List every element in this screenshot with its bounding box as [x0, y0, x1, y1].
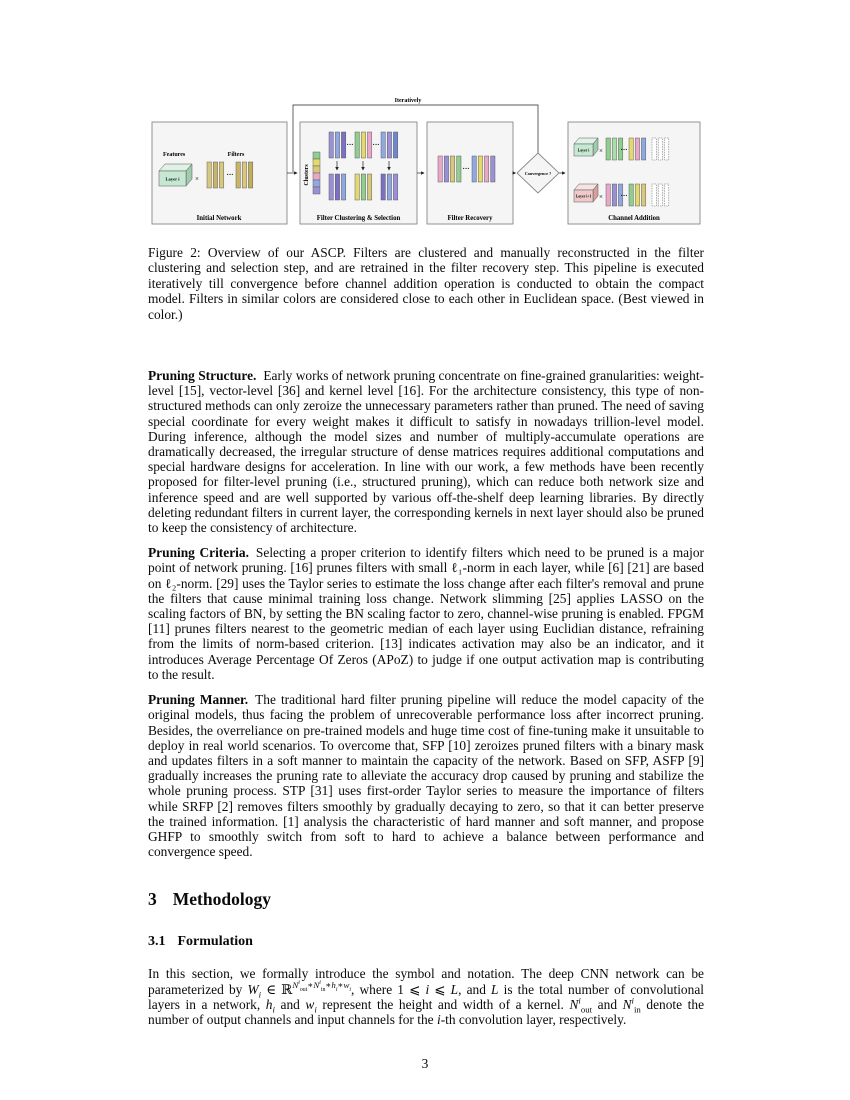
section-title: Methodology	[172, 889, 271, 910]
initial-network-title: Initial Network	[196, 215, 242, 222]
formulation-paragraph	[148, 966, 704, 1027]
text-segment: i	[298, 980, 300, 987]
filter-bar	[341, 174, 345, 200]
filter-bars	[329, 174, 346, 200]
subsection-heading-formulation	[148, 934, 704, 950]
paragraph-text: The traditional hard filter pruning pipeline will reduce the model capacity of the original models, thus facing the problem of unrecoverable performance loss after incorrect pruning. Besides, the overreliance on pre-trained models and huge time cost of fine-tuning make it unsuitable to deploy in real world scenarios. To overcome that, SFP [10] zeroizes pruned filters with a binary mask and updates filters in a soft manner to maintain the capacity of the network. Based on SFP, ASFP [9] gradually increases the pruning rate to alleviate the accuracy drop caused by pruning and stabilize the whole pruning process. STP [31] uses first-order Taylor series to measure the importance of filters while SRFP [2] removes filters smoothly by gradually decaying to zero, so that it can better preserve the trained information. [1] analysis the characteristic of hard manner and soft manner, and propose GHFP to smoothly switch from soft to hard to achieve a balance between performance and convergence speed.	[148, 692, 705, 860]
filter-bar	[641, 184, 645, 206]
ellipsis: ···	[620, 146, 628, 154]
ellipsis: ···	[346, 141, 354, 149]
cluster-segment	[313, 187, 320, 194]
text-segment: h	[331, 980, 336, 991]
filter-bars	[355, 132, 372, 158]
filter-bar	[341, 132, 345, 158]
filter-bar	[242, 162, 246, 188]
text-segment: out	[299, 986, 308, 993]
text-segment: L	[491, 981, 499, 997]
text-segment: i	[314, 1004, 317, 1015]
filter-bar	[635, 184, 639, 206]
text-segment: i	[335, 986, 338, 993]
paragraph-text: Early works of network pruning concentrate on fine-grained granularities: weight-level [15], vector-level [36] and kernel level [16]. For the architecture consistency, this type of non-structured methods can only zeroize the unnecessary parameters rather than pruned. The need of saving special coordinate for every weight makes it difficult to satisfy in nowadays trillion-level model. During inference, although the model sizes and number of multiply-accumulate operations are dramatically decreased, the irregular structure of dense matrices requires additional computations and special hardware designs for acceleration. In line with our work, a few methods have been recently proposed for filter-level pruning (i.e., structured pruning), which can reduce both network size and inference speed and are well supported by various off-the-shelf deep learning libraries. By directly deleting redundant filters in current layer, the corresponding kernels in next layer should also be pruned to keep the consistency of architecture.	[148, 368, 704, 536]
filter-bar	[612, 138, 616, 160]
section-number: 3	[148, 889, 157, 910]
text-segment: N	[313, 980, 320, 991]
iteratively-label: Iteratively	[394, 98, 422, 104]
filter-bar	[444, 156, 448, 182]
cluster-colorbar	[313, 152, 320, 194]
text-segment: i	[319, 980, 321, 987]
text-segment: In this section, we formally introduce the symbol and notation. The deep CNN network can be parameterized by	[148, 966, 704, 997]
text-segment: L	[450, 981, 459, 997]
filter-bar	[213, 162, 217, 188]
filter-bars	[236, 162, 253, 188]
filter-bar	[664, 184, 668, 206]
filter-bar	[329, 132, 333, 158]
text-segment: ⩽	[429, 981, 451, 997]
features-label: Features	[163, 152, 186, 158]
text-segment: ∗	[337, 980, 344, 991]
text-segment: ∗	[325, 980, 332, 991]
times-sign: ×	[599, 193, 603, 201]
layer-i1-label: Layer i+1	[575, 194, 592, 199]
filter-bars	[355, 174, 372, 200]
filter-bar	[219, 162, 223, 188]
filter-bar	[381, 132, 385, 158]
filter-bar	[635, 138, 639, 160]
filter-bars	[629, 138, 646, 160]
text-segment: i	[349, 986, 351, 993]
ellipsis: ···	[226, 171, 234, 179]
filter-bars	[381, 174, 398, 200]
filter-bar	[450, 156, 454, 182]
added-channel-bars	[652, 138, 669, 160]
text-segment: i	[425, 981, 430, 997]
filter-bars	[381, 132, 398, 158]
filter-bar	[658, 138, 662, 160]
filter-bar	[652, 184, 656, 206]
text-segment: , and	[458, 981, 492, 997]
paragraph-pruning-criteria	[148, 545, 704, 682]
text-segment: w	[343, 980, 350, 991]
filter-bar	[236, 162, 240, 188]
paragraph-text: Selecting a proper criterion to identify filters which need to be pruned is a major point of network pruning. [16] prunes filters with small ℓ₁-norm in each layer, while [6] [21] are based on ℓ₂-norm. [29] uses the Taylor series to estimate the loss change after each filter's removal and prune the filters that cause minimal training loss change. Network slimming [25] applies LASSO on the scaling factors of BN, by setting the BN scaling factor to zero, channel-wise pruning is enabled. FPGM [11] prunes filters nearest to the geometric median of each layer using Euclidian distance, refraining from the limits of norm-based criterion. [13] indicates activation may also be an indicator, and it introduces Average Percentage Of Zeros (APoZ) to judge if one output activation map is contributing to the result.	[148, 545, 704, 682]
layer-i-label: Layer i	[165, 176, 180, 182]
filter-bar	[355, 174, 359, 200]
text-segment: ∈ ℝ	[261, 981, 293, 997]
page-number: 3	[421, 1056, 429, 1071]
filter-bar	[381, 174, 385, 200]
filter-bar	[658, 184, 662, 206]
section-heading-methodology	[148, 889, 704, 910]
times-sign: ×	[195, 175, 199, 183]
text-segment: N	[569, 996, 579, 1012]
text-segment: w	[305, 996, 315, 1012]
filter-bar	[355, 132, 359, 158]
filter-bar	[393, 132, 397, 158]
filter-bar	[361, 132, 365, 158]
ellipsis: ···	[620, 192, 628, 200]
text-segment: in	[320, 986, 326, 993]
filter-bar	[367, 174, 371, 200]
filter-bar	[361, 174, 365, 200]
filter-bar	[335, 174, 339, 200]
text-segment: h	[265, 996, 273, 1012]
layer-i-cube-small	[574, 138, 598, 156]
filter-bar	[606, 184, 610, 206]
text-segment: out	[580, 1004, 593, 1015]
clusters-label: Clusters	[304, 164, 310, 186]
text-segment: i	[436, 1011, 441, 1027]
filter-bar	[367, 132, 371, 158]
cluster-segment	[313, 159, 320, 166]
pipeline-diagram	[150, 92, 702, 228]
times-sign: ×	[599, 147, 603, 155]
page-content	[148, 92, 704, 1027]
filter-bar	[248, 162, 252, 188]
filter-bar	[484, 156, 488, 182]
filter-bar	[641, 138, 645, 160]
filter-bars	[207, 162, 224, 188]
filter-clustering-title: Filter Clustering & Selection	[316, 215, 401, 222]
channel-addition-title: Channel Addition	[608, 215, 660, 222]
filter-bar	[612, 184, 616, 206]
text-segment: and	[274, 996, 306, 1012]
layer-i1-cube	[574, 184, 598, 202]
filter-recovery-title: Filter Recovery	[447, 215, 493, 222]
text-segment: -th convolution layer, respectively.	[440, 1011, 627, 1027]
figure-caption: Figure 2: Overview of our ASCP. Filters are clustered and manually reconstructed in the filter clustering and selection step, and are retrained in the filter recovery step. This pipeline is executed iteratively till convergence before channel addition operation is conducted to obtain the compact model. Filters in similar colors are considered close to each other in Euclidean space. (Best viewed in color.)	[148, 245, 704, 322]
cluster-segment	[313, 173, 320, 180]
text-segment: i	[258, 989, 262, 1000]
ellipsis: ···	[462, 165, 470, 173]
added-channel-bars	[652, 184, 669, 206]
filter-bar	[478, 156, 482, 182]
filter-bar	[207, 162, 211, 188]
channel-addition-box	[568, 122, 700, 224]
filter-bars	[629, 184, 646, 206]
text-segment: N	[622, 996, 632, 1012]
paragraph-pruning-structure	[148, 368, 704, 535]
text-segment: i	[578, 995, 581, 1006]
text-segment: i	[631, 995, 634, 1006]
text-segment: represent the height and width of a kernel.	[316, 996, 570, 1012]
cluster-segment	[313, 152, 320, 159]
paragraph-lead: Pruning Criteria.	[148, 545, 249, 561]
filter-bar	[629, 138, 633, 160]
subsection-number: 3.1	[148, 934, 166, 950]
filter-bar	[664, 138, 668, 160]
text-segment: , where 1 ⩽	[351, 981, 426, 997]
filter-bar	[652, 138, 656, 160]
filter-bar	[393, 174, 397, 200]
filter-bar	[457, 156, 461, 182]
cluster-segment	[313, 180, 320, 187]
ellipsis: ···	[372, 141, 380, 149]
text-segment: is the total number of convolutional layers in a network,	[148, 981, 704, 1012]
filter-bar	[329, 174, 333, 200]
text-segment: W	[247, 981, 259, 997]
text-segment: N	[292, 980, 299, 991]
filter-bar	[629, 184, 633, 206]
filter-bar	[438, 156, 442, 182]
convergence-label: Convergence ?	[524, 171, 552, 176]
text-segment: denote the number of output channels and input channels for the	[148, 996, 705, 1027]
filter-bar	[491, 156, 495, 182]
filter-bar	[472, 156, 476, 182]
filter-bar	[387, 174, 391, 200]
filter-bars	[329, 132, 346, 158]
filters-label: Filters	[227, 152, 245, 158]
paragraph-pruning-manner	[148, 692, 704, 859]
filter-bar	[335, 132, 339, 158]
figure-2	[150, 92, 702, 233]
layer-i-cube	[159, 164, 192, 186]
text-segment: and	[592, 996, 623, 1012]
filter-bar	[606, 138, 610, 160]
paragraph-lead: Pruning Manner.	[148, 692, 249, 708]
text-segment: ∗	[307, 980, 314, 991]
filter-bar	[387, 132, 391, 158]
text-segment: i	[272, 1004, 275, 1015]
paragraph-lead: Pruning Structure.	[148, 368, 257, 384]
subsection-title: Formulation	[177, 934, 253, 950]
text-segment	[292, 980, 351, 993]
layer-i-top-label: Layer i	[577, 148, 590, 153]
text-segment: in	[633, 1004, 641, 1015]
cluster-segment	[313, 166, 320, 173]
